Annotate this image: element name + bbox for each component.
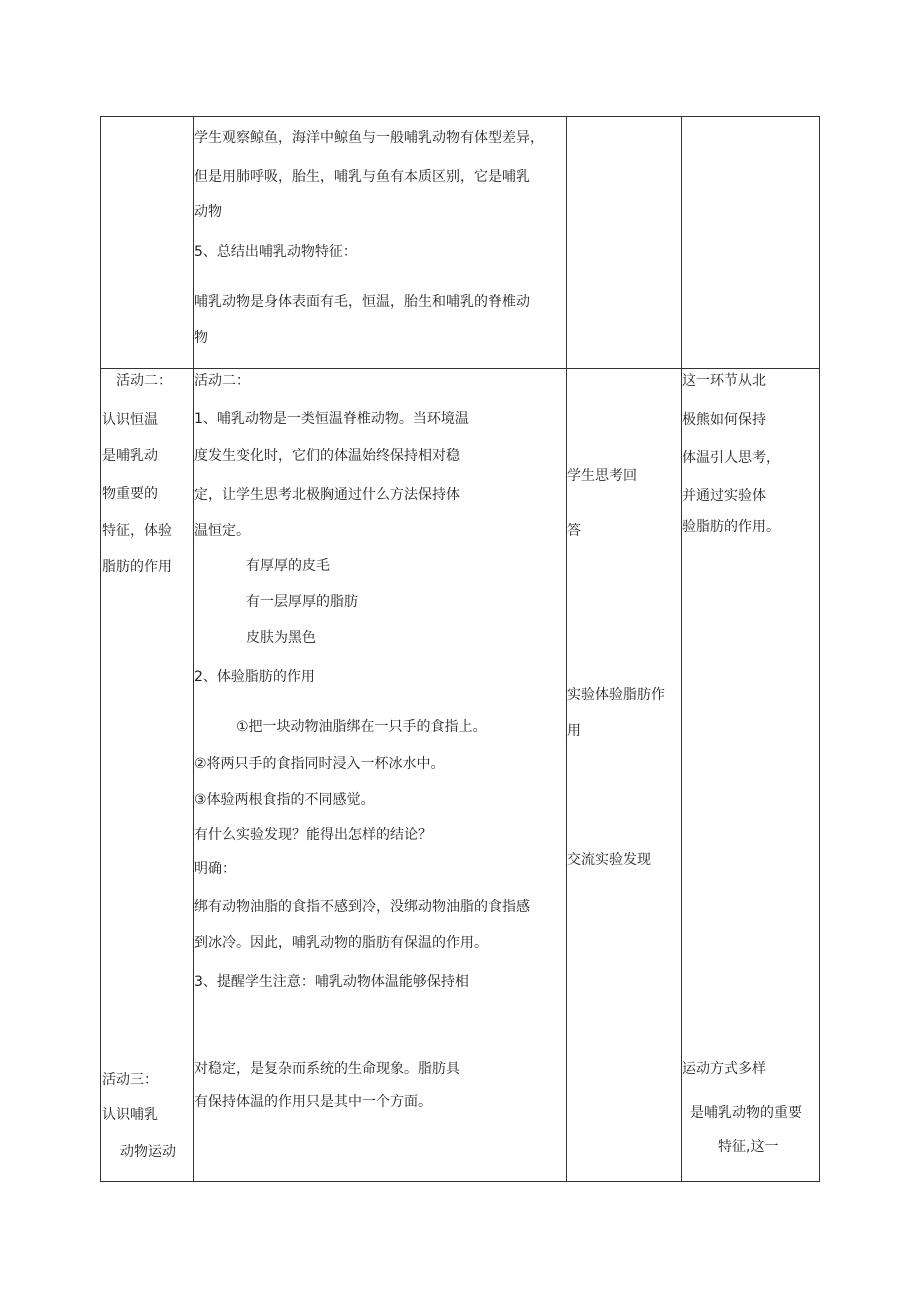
- row1-text-line: 5、总结出哺乳动物特征：: [194, 244, 357, 260]
- design-intent-text: 并通过实验体: [682, 488, 766, 504]
- activity-label: 是哺乳动: [102, 448, 158, 464]
- activity-label: 动物运动: [120, 1144, 176, 1160]
- student-activity-text: 实验体验脂肪作: [567, 687, 665, 703]
- activity-text-line: ③体验两根食指的不同感觉。: [194, 792, 375, 808]
- activity-text-line: 有什么实验发现？能得出怎样的结论？: [194, 827, 432, 843]
- design-intent-text: 是哺乳动物的重要: [690, 1105, 802, 1121]
- activity-text-line: 明确：: [194, 861, 236, 877]
- student-activity-text: 用: [567, 723, 581, 739]
- lesson-table: [100, 116, 820, 1182]
- row1-text-line: 物: [194, 330, 208, 346]
- row1-text-line: 哺乳动物是身体表面有毛，恒温，胎生和哺乳的脊椎动: [194, 294, 530, 310]
- row-divider: [101, 368, 819, 369]
- design-intent-text: 特征,这一: [718, 1139, 779, 1155]
- row1-text-line: 但是用肺呼吸，胎生，哺乳与鱼有本质区别，它是哺乳: [194, 169, 530, 185]
- col-divider-1: [193, 117, 194, 1181]
- activity-text-line: 3、提醒学生注意：哺乳动物体温能够保持相: [194, 974, 469, 990]
- design-intent-text: 运动方式多样: [682, 1061, 766, 1077]
- col-divider-2: [566, 117, 567, 1181]
- activity-text-line: 有厚厚的皮毛: [246, 558, 330, 574]
- activity-text-line: 到冰冷。因此，哺乳动物的脂肪有保温的作用。: [194, 935, 488, 951]
- activity-label: 脂肪的作用: [102, 559, 172, 575]
- activity-label: 物重要的: [102, 486, 158, 502]
- activity-text-line: 绑有动物油脂的食指不感到冷，没绑动物油脂的食指感: [194, 899, 530, 915]
- activity-label: 认识哺乳: [102, 1107, 158, 1123]
- design-intent-text: 极熊如何保持: [682, 412, 766, 428]
- student-activity-text: 答: [567, 523, 581, 539]
- activity-text-line: 活动二：: [194, 373, 250, 389]
- student-activity-text: 交流实验发现: [567, 852, 651, 868]
- activity-text-line: ②将两只手的食指同时浸入一杯冰水中。: [194, 756, 445, 772]
- activity-label: 认识恒温: [102, 412, 158, 428]
- design-intent-text: 这一环节从北: [682, 373, 766, 389]
- activity-text-line: ①把一块动物油脂绑在一只手的食指上。: [236, 719, 487, 735]
- row1-text-line: 学生观察鲸鱼，海洋中鲸鱼与一般哺乳动物有体型差异，: [194, 130, 544, 146]
- activity-label: 特征，体验: [102, 523, 172, 539]
- activity-text-line: 对稳定，是复杂而系统的生命现象。脂肪具: [194, 1061, 460, 1077]
- design-intent-text: 验脂肪的作用。: [682, 519, 780, 535]
- student-activity-text: 学生思考回: [567, 468, 637, 484]
- activity-text-line: 定，让学生思考北极胸通过什么方法保持体: [194, 487, 460, 503]
- activity-text-line: 1、哺乳动物是一类恒温脊椎动物。当环境温: [194, 411, 469, 427]
- design-intent-text: 体温引人思考，: [682, 450, 780, 466]
- activity-label: 活动三：: [102, 1072, 158, 1088]
- activity-text-line: 2、体验脂肪的作用: [194, 669, 315, 685]
- col-divider-3: [681, 117, 682, 1181]
- activity-text-line: 皮肤为黑色: [246, 630, 316, 646]
- activity-text-line: 温恒定。: [194, 523, 250, 539]
- row1-text-line: 动物: [194, 204, 222, 220]
- activity-text-line: 有一层厚厚的脂肪: [246, 594, 358, 610]
- activity-text-line: 度发生变化时，它们的体温始终保持相对稳: [194, 448, 460, 464]
- activity-text-line: 有保持体温的作用只是其中一个方面。: [194, 1094, 432, 1110]
- activity-label: 活动二：: [116, 373, 172, 389]
